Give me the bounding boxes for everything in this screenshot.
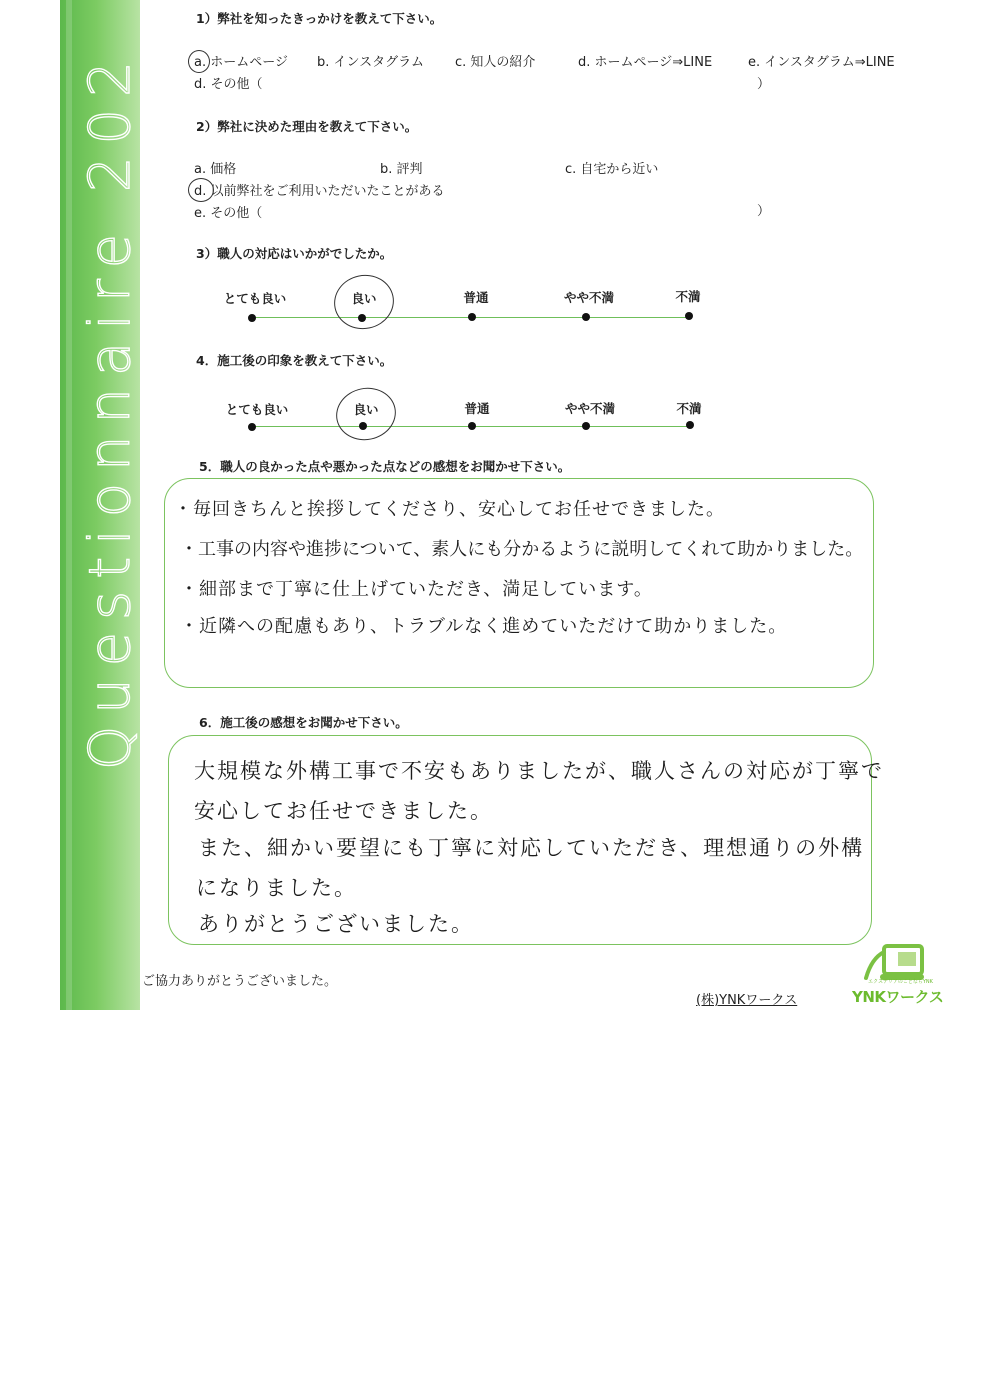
- q5-heading: 5．職人の良かった点や悪かった点などの感想をお聞かせ下さい。: [199, 459, 571, 474]
- q3-scale-dot[interactable]: [248, 314, 256, 322]
- q3-heading: 3）職人の対応はいかがでしたか。: [196, 246, 393, 261]
- q4-scale-label: 不満: [676, 401, 702, 416]
- q1-option-a[interactable]: a. ホームページ: [194, 55, 288, 70]
- thanks-text: ご協力ありがとうございました。: [142, 974, 338, 989]
- q5-answer-line: ・近隣への配慮もあり、トラブルなく進めていただけて助かりました。: [180, 616, 788, 637]
- logo-tagline: エクステリアのことならYNK: [868, 979, 933, 985]
- q2-option-a[interactable]: a. 価格: [194, 162, 237, 177]
- q3-scale-label: とても良い: [223, 291, 287, 306]
- q2-selected-circle: [188, 178, 214, 202]
- q1-option-b[interactable]: b. インスタグラム: [317, 55, 424, 70]
- q2-option-d[interactable]: d. 以前弊社をご利用いただいたことがある: [194, 184, 445, 199]
- q4-scale-dot[interactable]: [582, 422, 590, 430]
- q4-selected-circle: [331, 382, 401, 445]
- q2-option-c[interactable]: c. 自宅から近い: [565, 162, 659, 177]
- q1-heading: 1）弊社を知ったきっかけを教えて下さい。: [196, 11, 443, 26]
- sidebar-stripe: [66, 0, 72, 1010]
- q2-other-close: ）: [757, 204, 771, 219]
- q4-scale-dot[interactable]: [686, 421, 694, 429]
- q6-answer-line: また、細かい要望にも丁寧に対応していただき、理想通りの外構: [198, 836, 865, 860]
- q4-scale-label: やや不満: [564, 401, 616, 416]
- q3-scale-label: 良い: [351, 291, 377, 306]
- q3-selected-circle: [329, 269, 399, 334]
- q6-answer-line: 安心してお任せできました。: [194, 799, 493, 823]
- q1-option-d[interactable]: d. ホームページ⇒LINE: [578, 55, 713, 70]
- q3-scale-dot[interactable]: [582, 313, 590, 321]
- q1-other-close: ）: [757, 77, 771, 92]
- q1-selected-circle: [188, 50, 210, 73]
- q2-heading: 2）弊社に決めた理由を教えて下さい。: [196, 119, 418, 134]
- logo-text: YNKワークス: [852, 988, 944, 1006]
- q2-option-b[interactable]: b. 評判: [380, 162, 423, 177]
- q3-scale-label: やや不満: [563, 290, 615, 305]
- q4-scale-label: とても良い: [225, 402, 289, 417]
- q6-answer-line: 大規模な外構工事で不安もありましたが、職人さんの対応が丁寧で: [194, 759, 884, 783]
- q5-answer-line: ・毎回きちんと挨拶してくださり、安心してお任せできました。: [174, 499, 725, 520]
- q4-heading: 4．施工後の印象を教えて下さい。: [196, 353, 393, 368]
- q4-scale-label: 良い: [353, 402, 379, 417]
- q1-option-e[interactable]: e. インスタグラム⇒LINE: [748, 55, 895, 70]
- q4-scale-dot[interactable]: [468, 422, 476, 430]
- q4-scale-dot[interactable]: [248, 423, 256, 431]
- q6-heading: 6．施工後の感想をお聞かせ下さい。: [199, 715, 408, 730]
- q6-answer-line: になりました。: [196, 876, 357, 900]
- q3-scale-label: 不満: [675, 289, 701, 304]
- sidebar-title: Questionnaire 202: [78, 49, 143, 770]
- q3-scale-dot[interactable]: [685, 312, 693, 320]
- q4-scale-label: 普通: [464, 401, 490, 416]
- q3-scale-dot[interactable]: [468, 313, 476, 321]
- company-name: (株)YNKワークス: [696, 993, 798, 1008]
- q5-answer-line: ・細部まで丁寧に仕上げていただき、満足しています。: [180, 579, 653, 600]
- q1-option-c[interactable]: c. 知人の紹介: [455, 55, 536, 70]
- q5-answer-line: ・工事の内容や進捗について、素人にも分かるように説明してくれて助かりました。: [180, 539, 864, 560]
- q1-option-other[interactable]: d. その他（: [194, 77, 263, 92]
- q6-answer-line: ありがとうございました。: [198, 912, 474, 936]
- q3-scale-label: 普通: [463, 290, 489, 305]
- q2-option-other[interactable]: e. その他（: [194, 206, 263, 221]
